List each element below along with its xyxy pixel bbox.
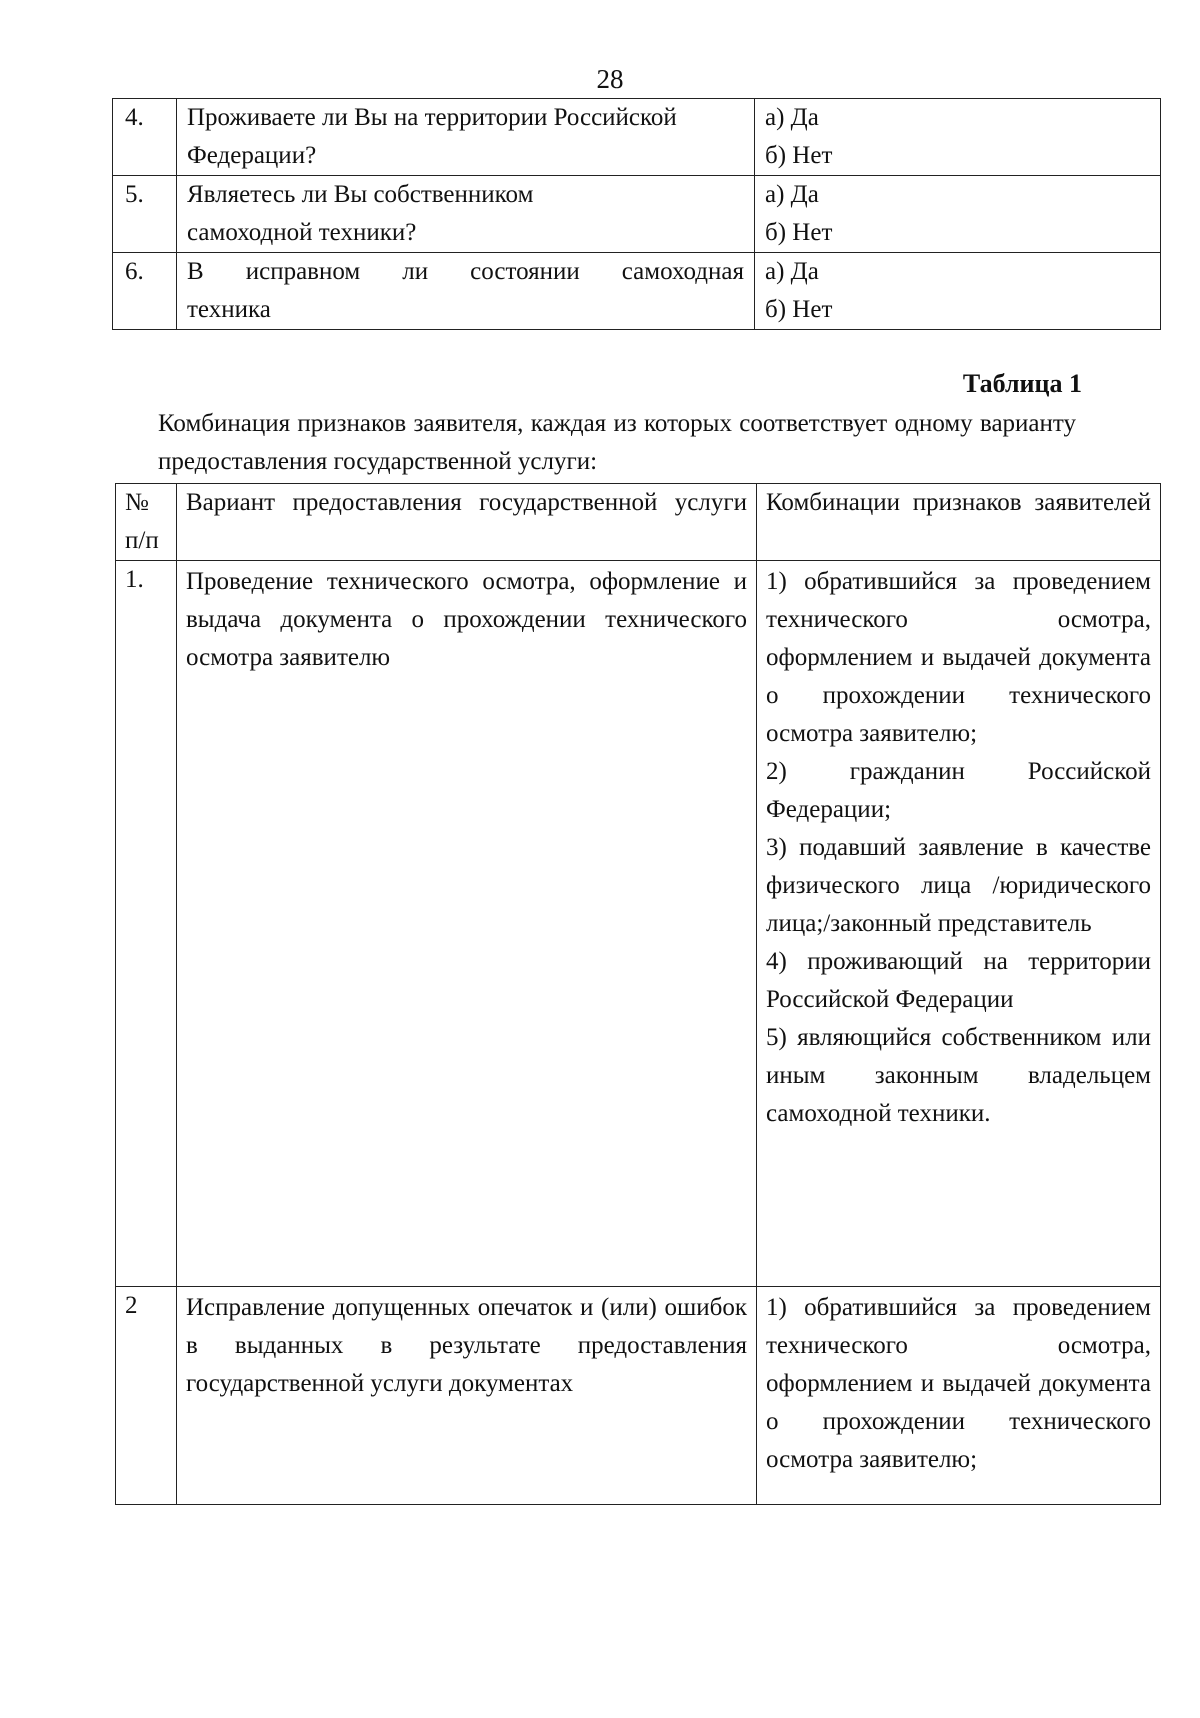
question-text-line: Федерации? bbox=[187, 142, 317, 169]
criterion-item: 2) гражданин Российской Федерации; bbox=[766, 758, 1151, 823]
criterion-item: 5) являющийся собственником или иным законным владельцем самоходной техники. bbox=[766, 1024, 1151, 1127]
question-text bbox=[177, 253, 755, 330]
question-text-line: самоходной техники? bbox=[187, 219, 417, 246]
question-text-line: Проживаете ли Вы на территории Российской bbox=[187, 104, 677, 131]
criterion-item: 4) проживающий на территории Российской Федерации bbox=[766, 948, 1151, 1013]
question-number: 5. bbox=[113, 176, 177, 253]
row-number: 1. bbox=[116, 561, 177, 1287]
applicant-criteria bbox=[757, 1287, 1161, 1505]
header-combo: Комбинации признаков заявителей bbox=[757, 484, 1161, 561]
question-row bbox=[113, 253, 1161, 330]
combinations-table bbox=[115, 483, 1161, 1505]
question-text bbox=[177, 99, 755, 176]
answer-option: а) Да bbox=[765, 258, 819, 285]
table-intro: Комбинация признаков заявителя, каждая из которых соответствует одному варианту предоставления государственной услуги: bbox=[158, 410, 1076, 475]
questions-table bbox=[112, 98, 1161, 330]
page-number: 28 bbox=[596, 64, 624, 94]
service-variant: Проведение технического осмотра, оформление и выдача документа о прохождении технического осмотра заявителю bbox=[177, 561, 757, 1287]
answer-options bbox=[755, 99, 1161, 176]
question-row bbox=[113, 176, 1161, 253]
header-num-text: № п/п bbox=[125, 489, 159, 554]
question-number: 6. bbox=[113, 253, 177, 330]
table-caption: Таблица 1 bbox=[962, 369, 1082, 398]
table-row bbox=[116, 1287, 1161, 1505]
table-header-row bbox=[116, 484, 1161, 561]
header-num bbox=[116, 484, 177, 561]
service-variant: Исправление допущенных опечаток и (или) ошибок в выданных в результате предоставления государственной услуги документах bbox=[177, 1287, 757, 1505]
answer-option: а) Да bbox=[765, 104, 819, 131]
question-number: 4. bbox=[113, 99, 177, 176]
question-text-line: В исправном ли состоянии самоходная bbox=[187, 258, 744, 285]
table-row bbox=[116, 561, 1161, 1287]
question-text bbox=[177, 176, 755, 253]
question-text-line: техника bbox=[187, 296, 271, 323]
answer-option: б) Нет bbox=[765, 142, 833, 169]
question-text-line: Являетесь ли Вы собственником bbox=[187, 181, 534, 208]
answer-option: б) Нет bbox=[765, 296, 833, 323]
criterion-item: 1) обратившийся за проведением технического осмотра, оформлением и выдачей документа о прохождении технического осмотра заявителю; bbox=[766, 1294, 1151, 1473]
criterion-item: 3) подавший заявление в качестве физического лица /юридического лица;/законный представитель bbox=[766, 834, 1151, 937]
question-row bbox=[113, 99, 1161, 176]
answer-option: б) Нет bbox=[765, 219, 833, 246]
criterion-item: 1) обратившийся за проведением технического осмотра, оформлением и выдачей документа о прохождении технического осмотра заявителю; bbox=[766, 568, 1151, 747]
answer-options bbox=[755, 176, 1161, 253]
header-variant: Вариант предоставления государственной услуги bbox=[177, 484, 757, 561]
row-number: 2 bbox=[116, 1287, 177, 1505]
answer-option: а) Да bbox=[765, 181, 819, 208]
answer-options bbox=[755, 253, 1161, 330]
applicant-criteria bbox=[757, 561, 1161, 1287]
